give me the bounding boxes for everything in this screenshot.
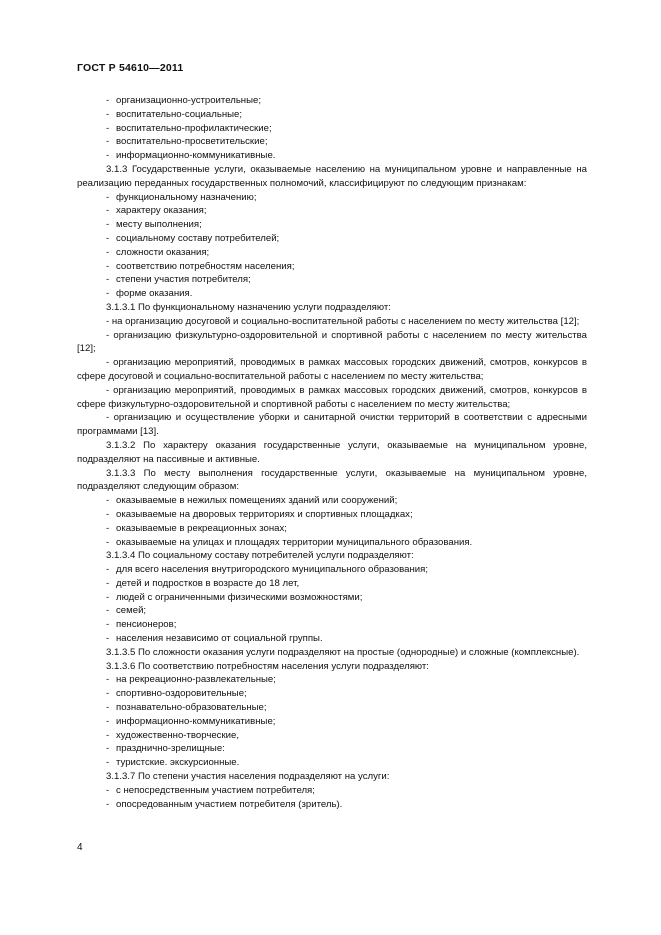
paragraph: 3.1.3.4 По социальному составу потребителей услуги подразделяют:	[106, 550, 414, 562]
paragraph: 3.1.3.6 По соответствию потребностям населения услуги подразделяют:	[106, 660, 429, 672]
list-item-text: месту выполнения;	[116, 219, 202, 231]
list-item-text: оказываемые в нежилых помещениях зданий или сооружений;	[116, 495, 398, 507]
list-item-text: сложности оказания;	[116, 246, 210, 258]
list-dash: -	[106, 522, 110, 534]
list-dash: -	[106, 232, 110, 244]
page-number: 4	[77, 842, 83, 853]
list-dash: -	[106, 619, 110, 631]
list-item	[77, 494, 587, 508]
list-item	[77, 687, 587, 701]
list-item-text: оказываемые в рекреационных зонах;	[116, 522, 287, 534]
document-header: ГОСТ Р 54610—2011	[77, 62, 184, 74]
list-item-text: пенсионеров;	[116, 619, 177, 631]
list-item-text: познавательно-образовательные;	[116, 702, 267, 714]
list-item-text: соответствию потребностям населения;	[116, 260, 295, 272]
list-item	[77, 729, 587, 743]
list-item	[77, 135, 587, 149]
document-body	[77, 94, 587, 811]
list-item-text: семей;	[116, 605, 147, 617]
list-dash: -	[106, 122, 110, 134]
list-item-text: празднично-зрелищные:	[116, 743, 225, 755]
paragraph: 3.1.3.1 По функциональному назначению услуги подразделяют:	[106, 301, 391, 313]
paragraph: - организацию мероприятий, проводимых в рамках массовых городских движений, смотров, конкурсов в сфере физкультурно-оздоровительной и спортивной работы с населением по месту жительства;	[77, 384, 587, 410]
list-item-text: на рекреационно-развлекательные;	[116, 674, 276, 686]
list-dash: -	[106, 150, 110, 162]
list-item	[77, 604, 587, 618]
list-dash: -	[106, 508, 110, 520]
list-dash: -	[106, 219, 110, 231]
paragraph: 3.1.3.2 По характеру оказания государственные услуги, оказываемые на муниципальном уровне, подразделяют на пассивные и активные.	[77, 439, 587, 465]
list-item	[77, 149, 587, 163]
list-item-text: опосредованным участием потребителя (зритель).	[116, 798, 343, 810]
list-item-text: оказываемые на улицах и площадях территории муниципального образования.	[116, 536, 473, 548]
list-item	[77, 273, 587, 287]
paragraph: - организацию физкультурно-оздоровительной и спортивной работы с населением по месту жительства [12];	[77, 329, 587, 355]
list-item-text: социальному составу потребителей;	[116, 232, 280, 244]
list-item	[77, 577, 587, 591]
list-dash: -	[106, 784, 110, 796]
list-item-text: населения независимо от социальной группы.	[116, 633, 323, 645]
list-item-text: для всего населения внутригородского муниципального образования;	[116, 564, 428, 576]
list-dash: -	[106, 798, 110, 810]
list-item	[77, 204, 587, 218]
list-item	[77, 94, 587, 108]
list-item	[77, 756, 587, 770]
paragraph: - организацию и осуществление уборки и санитарной очистки территорий в соответствии с адресными программами [13].	[77, 412, 587, 438]
list-item	[77, 742, 587, 756]
list-item	[77, 218, 587, 232]
list-item-text: детей и подростков в возрасте до 18 лет,	[116, 577, 300, 589]
list-item	[77, 784, 587, 798]
paragraph: - на организацию досуговой и социально-воспитательной работы с населением по месту жительства [12];	[106, 315, 580, 327]
list-dash: -	[106, 757, 110, 769]
list-item	[77, 563, 587, 577]
list-item	[77, 522, 587, 536]
paragraph: 3.1.3.7 По степени участия населения подразделяют на услуги:	[106, 771, 390, 783]
list-item-text: форме оказания.	[116, 288, 193, 300]
list-item	[77, 701, 587, 715]
list-item	[77, 122, 587, 136]
list-item	[77, 246, 587, 260]
list-dash: -	[106, 633, 110, 645]
list-dash: -	[106, 702, 110, 714]
list-item	[77, 191, 587, 205]
list-item-text: оказываемые на дворовых территориях и спортивных площадках;	[116, 508, 413, 520]
list-item	[77, 232, 587, 246]
list-item	[77, 108, 587, 122]
list-item-text: людей с ограниченными физическими возможностями;	[116, 591, 363, 603]
list-item-text: воспитательно-профилактические;	[116, 122, 272, 134]
list-item	[77, 632, 587, 646]
list-dash: -	[106, 536, 110, 548]
list-dash: -	[106, 577, 110, 589]
list-item	[77, 798, 587, 812]
list-item	[77, 591, 587, 605]
list-dash: -	[106, 605, 110, 617]
list-item-text: спортивно-оздоровительные;	[116, 688, 247, 700]
list-dash: -	[106, 136, 110, 148]
list-dash: -	[106, 191, 110, 203]
list-dash: -	[106, 246, 110, 258]
list-dash: -	[106, 260, 110, 272]
list-item-text: характеру оказания;	[116, 205, 207, 217]
list-item-text: воспитательно-социальные;	[116, 108, 243, 120]
list-dash: -	[106, 108, 110, 120]
list-dash: -	[106, 674, 110, 686]
list-item-text: функциональному назначению;	[116, 191, 257, 203]
list-dash: -	[106, 564, 110, 576]
paragraph: 3.1.3 Государственные услуги, оказываемые населению на муниципальном уровне и направленные на реализацию переданных государственных полномочий, классифицируют по следующим признакам:	[77, 163, 587, 189]
list-item-text: информационно-коммуникативные;	[116, 715, 276, 727]
list-dash: -	[106, 743, 110, 755]
list-item-text: степени участия потребителя;	[116, 274, 251, 286]
list-dash: -	[106, 95, 110, 106]
list-dash: -	[106, 205, 110, 217]
list-dash: -	[106, 288, 110, 300]
list-item	[77, 673, 587, 687]
list-item	[77, 536, 587, 550]
list-dash: -	[106, 274, 110, 286]
list-item	[77, 287, 587, 301]
list-dash: -	[106, 715, 110, 727]
list-item-text: с непосредственным участием потребителя;	[116, 784, 315, 796]
paragraph: 3.1.3.5 По сложности оказания услуги подразделяют на простые (однородные) и сложные (комплексные).	[106, 646, 580, 658]
paragraph: - организацию мероприятий, проводимых в рамках массовых городских движений, смотров, конкурсов в сфере досуговой и социально-воспитательной работы с населением по месту жительства;	[77, 357, 587, 382]
list-item-text: художественно-творческие,	[116, 729, 240, 741]
list-item	[77, 508, 587, 522]
list-dash: -	[106, 591, 110, 603]
list-dash: -	[106, 688, 110, 700]
list-dash: -	[106, 729, 110, 741]
list-item	[77, 618, 587, 632]
list-item	[77, 260, 587, 274]
list-item	[77, 715, 587, 729]
paragraph: 3.1.3.3 По месту выполнения государственные услуги, оказываемые на муниципальном уровне, подразделяют следующим образом:	[77, 467, 587, 493]
list-item-text: организационно-устроительные;	[116, 95, 262, 106]
list-item-text: информационно-коммуникативные.	[116, 150, 276, 162]
list-item-text: воспитательно-просветительские;	[116, 136, 268, 148]
list-item-text: туристские. экскурсионные.	[116, 757, 240, 769]
list-dash: -	[106, 495, 110, 507]
